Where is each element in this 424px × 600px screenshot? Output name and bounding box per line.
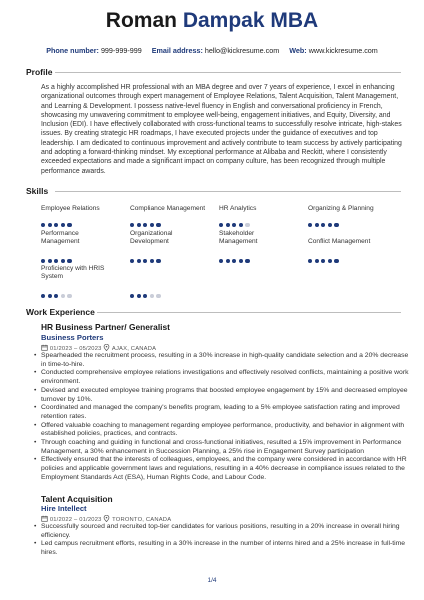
rating-dot: [48, 294, 52, 298]
phone-value: 999-999-999: [100, 46, 142, 55]
skill-name: HR Analytics: [219, 205, 257, 212]
job-dates: 01/2023 – 05/2023: [49, 346, 102, 352]
list-item: • Offered valuable coaching to management regarding employee performance, productivity, and behavior in alignment with established policies, practices, and contracts.: [41, 422, 409, 439]
location-pin-icon: [103, 344, 110, 351]
phone-label: Phone number:: [46, 46, 99, 55]
work-heading: Work Experience: [26, 307, 95, 317]
rating-dot: [328, 223, 332, 227]
skill-rating: [41, 285, 74, 291]
skill-name: Stakeholder Management: [219, 230, 258, 246]
rating-dot: [137, 294, 141, 298]
skill-rating: [41, 214, 74, 220]
rating-dot: [137, 259, 141, 263]
skill-rating: [219, 250, 252, 256]
rating-dot: [67, 259, 71, 263]
list-item: • Devised and executed employee training programs that boosted employee engagement by 15% and decreased employee turnover by 10%.: [41, 387, 409, 404]
company-name: Hire Intellect: [41, 504, 87, 513]
rating-dot: [41, 259, 45, 263]
rating-dot: [239, 259, 243, 263]
skill-rating: [219, 214, 252, 220]
rating-dot: [67, 294, 71, 298]
company-name: Business Porters: [41, 333, 104, 342]
skill-rating: [130, 285, 163, 291]
rating-dot: [334, 259, 338, 263]
rating-dot: [67, 223, 71, 227]
rating-dot: [308, 259, 312, 263]
rating-dot: [130, 259, 134, 263]
last-name: Dampak MBA: [182, 9, 319, 32]
job-meta: [41, 344, 156, 352]
calendar-icon: [41, 344, 48, 351]
work-divider: [97, 312, 401, 313]
rating-dot: [156, 259, 160, 263]
rating-dot: [156, 294, 160, 298]
rating-dot: [315, 223, 319, 227]
candidate-name: [0, 8, 424, 34]
list-item: • Successfully sourced and recruited top-tier candidates for various positions, resulting in a 20% increase in overall hiring efficiency.: [41, 523, 409, 540]
rating-dot: [232, 223, 236, 227]
rating-dot: [130, 223, 134, 227]
first-name: Roman: [105, 9, 177, 32]
rating-dot: [245, 223, 249, 227]
rating-dot: [143, 259, 147, 263]
rating-dot: [48, 223, 52, 227]
skill-rating: [130, 214, 163, 220]
job-dates: 01/2022 – 01/2023: [49, 517, 102, 523]
rating-dot: [308, 223, 312, 227]
job-meta: [41, 515, 171, 523]
skill-name: Proficiency with HRIS System: [41, 265, 105, 281]
contact-line: [0, 46, 424, 56]
list-item: • Spearheaded the recruitment process, resulting in a 30% increase in high-quality candidate selection and a 20% decrease in time-to-hire.: [41, 352, 409, 369]
list-item: • Effectively ensured that the interests of colleagues, employees, and the company were considered in accordance with HR policies and applicable government laws and regulations, resulting in a 40% decrease in compliance issues related to the Employment Standards Act (ESA), Human Rights Code, and Labour Code.: [41, 456, 409, 482]
list-item: • Through coaching and guiding in functional and cross-functional initiatives, resulted a 15% improvement in Performance Management, a 30% enhancement in Succession Planning, a 25% rise in Engagement Survey participation: [41, 439, 409, 456]
rating-dot: [41, 223, 45, 227]
rating-dot: [328, 259, 332, 263]
rating-dot: [334, 223, 338, 227]
skill-name: Conflict Management: [308, 238, 371, 245]
job-location: TORONTO, CANADA: [112, 517, 172, 523]
job-location: AJAX, CANADA: [111, 346, 157, 352]
rating-dot: [150, 294, 154, 298]
rating-dot: [232, 259, 236, 263]
rating-dot: [321, 259, 325, 263]
rating-dot: [315, 259, 319, 263]
skill-rating: [308, 250, 341, 256]
list-item: • Coordinated and managed the company's benefits program, leading to a 5% employee satisfaction rating and improved retention rates.: [41, 404, 409, 421]
rating-dot: [48, 259, 52, 263]
location-pin-icon: [103, 515, 110, 522]
rating-dot: [54, 294, 58, 298]
rating-dot: [54, 259, 58, 263]
skill-rating: [41, 250, 74, 256]
page-number: 1/4: [207, 577, 217, 584]
skill-rating: [308, 214, 341, 220]
skill-name: Organizational Development: [130, 230, 173, 246]
rating-dot: [219, 259, 223, 263]
profile-text: As a highly accomplished HR professional with an MBA degree and over 7 years of experience, I excel in enhancing organizational outcomes through expert management of Employee Relations, Talent Acquisition, Talent Management, and Learning & Development. I possess native-level fluency in English and conversational proficiency in French, showcasing my unwavering commitment to employee well-being, engagement initiatives, and Equity, Diversity, and Inclusion (EDI). I have effectively collaborated with cross-functional teams to successfully resolve intricate, high-stakes issues. By creating strategic HR roadmaps, I have executed projects under the guidance of executives and top leadership. I am dedicated to continuous improvement and actively contribute to team success by actively participating and adopting a forward-thinking mindset. My exceptional performance at Alibaba and Reckitt, where I consistently exceeded expectations and made a significant impact on company culture, has been recognized through multiple performance awards.: [41, 84, 402, 175]
skill-name: Organizing & Planning: [308, 205, 374, 212]
job-title: HR Business Partner/ Generalist: [41, 322, 170, 332]
profile-heading: Profile: [26, 67, 53, 77]
rating-dot: [143, 223, 147, 227]
web-label: Web:: [289, 46, 307, 55]
rating-dot: [156, 223, 160, 227]
profile-divider: [55, 72, 401, 73]
rating-dot: [239, 223, 243, 227]
rating-dot: [61, 294, 65, 298]
rating-dot: [130, 294, 134, 298]
list-item: • Conducted comprehensive employee relations investigations and effectively resolved conflicts, maintaining a positive work environment.: [41, 369, 409, 386]
email-label: Email address:: [151, 46, 203, 55]
skills-divider: [55, 191, 401, 192]
rating-dot: [54, 223, 58, 227]
rating-dot: [143, 294, 147, 298]
job-bullets: [34, 523, 409, 558]
rating-dot: [61, 259, 65, 263]
skill-name: Performance Management: [41, 230, 80, 246]
job-bullets: [34, 352, 409, 483]
skill-name: Compliance Management: [130, 205, 206, 212]
rating-dot: [41, 294, 45, 298]
rating-dot: [137, 223, 141, 227]
skill-name: Employee Relations: [41, 205, 100, 212]
rating-dot: [226, 259, 230, 263]
rating-dot: [150, 259, 154, 263]
calendar-icon: [41, 515, 48, 522]
web-value[interactable]: www.kickresume.com: [308, 46, 378, 55]
job-title: Talent Acquisition: [41, 494, 113, 504]
rating-dot: [150, 223, 154, 227]
rating-dot: [245, 259, 249, 263]
rating-dot: [61, 223, 65, 227]
email-value[interactable]: hello@kickresume.com: [204, 46, 280, 55]
skills-heading: Skills: [26, 186, 49, 196]
rating-dot: [219, 223, 223, 227]
skill-rating: [130, 250, 163, 256]
list-item: • Led campus recruitment efforts, resulting in a 30% increase in the number of interns hired and a 25% increase in full-time hires.: [41, 540, 409, 557]
rating-dot: [226, 223, 230, 227]
rating-dot: [321, 223, 325, 227]
